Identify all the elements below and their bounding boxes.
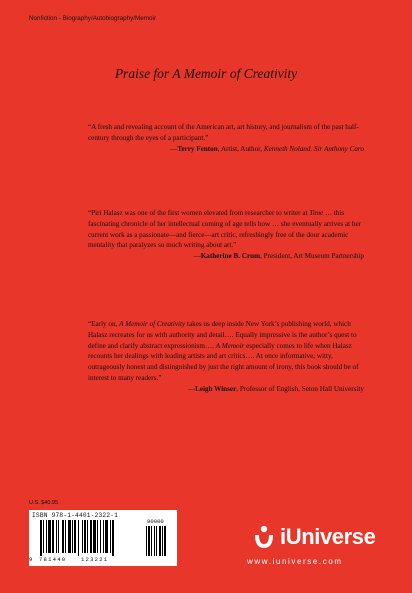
quote-fenton xyxy=(88,122,364,154)
genre-label: Nonfiction - Biography/Autobiography/Memoir xyxy=(29,15,157,22)
isbn-barcode xyxy=(29,510,177,566)
barcode-bar xyxy=(97,520,98,553)
barcode-group-right: 123221 xyxy=(81,556,109,563)
barcode-addon-bar xyxy=(148,526,150,556)
attribution-role: , President, Art Museum Partnership xyxy=(260,252,364,261)
barcode-bar xyxy=(78,520,79,556)
quote-attribution: —Katherine B. Crum, President, Art Museum Partnership xyxy=(193,252,364,261)
barcode-bar xyxy=(43,520,44,553)
barcode-bar xyxy=(112,520,114,556)
iuniverse-logo-icon xyxy=(250,523,278,551)
attribution-name: Terry Fenton xyxy=(177,144,218,153)
praise-heading: Praise for A Memoir of Creativity xyxy=(114,66,298,81)
attribution-role: , Artist, Author, xyxy=(217,144,264,153)
barcode-bar xyxy=(100,520,101,553)
quote-text xyxy=(88,319,364,384)
barcode-bar xyxy=(46,520,47,553)
quote-text xyxy=(88,208,364,251)
quote-text-part: “Piri Halasz was one of the first women elevated from researcher to writer at xyxy=(88,209,310,217)
barcode-bar xyxy=(62,520,64,553)
barcode-addon-bar xyxy=(164,526,166,556)
barcode-bar xyxy=(105,520,108,553)
barcode-bar xyxy=(56,520,57,553)
barcode-addon-bar xyxy=(156,526,157,556)
barcode-bar xyxy=(65,520,66,553)
barcode-bar xyxy=(58,520,59,553)
quote-text-italic: A Memoir of Creativity xyxy=(119,320,186,328)
attribution-works: Kenneth Noland. Sir Anthony Caro xyxy=(263,144,364,153)
barcode-bars xyxy=(32,520,174,556)
quote-text-part: “Early on, xyxy=(88,320,120,328)
barcode-addon-bar xyxy=(151,526,152,556)
barcode-bar xyxy=(68,520,71,553)
quote-text: “A fresh and revealing account of the American art, art history, and journalism of the past half-century through the eyes of a participant.” xyxy=(88,123,359,142)
quote-text-part: … this fascinating chronicle of her intellectual coming of age tells how … she eventually arrives at her current work as a passionate—and fierce—art critic, refreshingly free of the dour academic mentality that paralyzes so much writing about art.” xyxy=(88,209,362,250)
barcode-bar xyxy=(110,520,111,553)
isbn-number: ISBN 978-1-4401-2322-1 xyxy=(32,512,119,519)
quote-winser xyxy=(88,319,364,395)
barcode-bar xyxy=(90,520,92,553)
price-label: U.S. $40.95 xyxy=(29,500,59,506)
barcode-bar xyxy=(52,520,54,553)
barcode-bar xyxy=(103,520,104,553)
barcode-addon-bar xyxy=(159,526,161,556)
barcode-addon-bar xyxy=(154,526,155,556)
barcode-addon-bar xyxy=(162,526,163,556)
barcode-bar xyxy=(48,520,51,553)
barcode-bar xyxy=(84,520,86,553)
quote-attribution: —Leigh Winser, Professor of English, Seton Hall University xyxy=(187,384,364,393)
publisher-logo xyxy=(250,523,380,553)
quote-crum xyxy=(88,208,364,262)
quote-attribution: —Terry Fenton, Artist, Author, Kenneth Noland. Sir Anthony Caro xyxy=(170,144,364,153)
barcode-bar xyxy=(82,520,83,553)
barcode-bar xyxy=(87,520,88,553)
quote-text-italic: Time xyxy=(309,209,324,217)
attribution-name: Leigh Winser xyxy=(195,384,237,393)
barcode-lead-digit: 9 xyxy=(29,556,33,563)
attribution-name: Katherine B. Crum xyxy=(200,252,261,261)
barcode-bar xyxy=(40,520,42,556)
barcode-addon: 90000 xyxy=(147,518,164,525)
publisher-url[interactable]: www.iuniverse.com xyxy=(247,557,343,566)
barcode-bar xyxy=(93,520,96,553)
quote-text-part: especially comes to life when Halasz recounts her dealings with leading artists and art critics…. At once informative, witty, outrageously honest and distinguished by just the right amount of irony, this book should be of interest to many readers.” xyxy=(88,341,359,382)
attribution-role: , Professor of English, Seton Hall University xyxy=(236,384,364,393)
barcode-addon-bar xyxy=(146,526,147,556)
barcode-group-left: 781440 xyxy=(39,556,67,563)
quote-text-part: takes us deep inside New York’s publishing world, which Halasz recreates for us with authority and detail…. Equally impressive is the author’s quest to define and clarify abstract expressionism…. xyxy=(88,320,357,350)
quote-text-italic: A Memoir xyxy=(215,341,245,350)
barcode-bar xyxy=(74,520,76,553)
publisher-name: iUniverse xyxy=(280,524,376,549)
barcode-bar xyxy=(72,520,73,553)
